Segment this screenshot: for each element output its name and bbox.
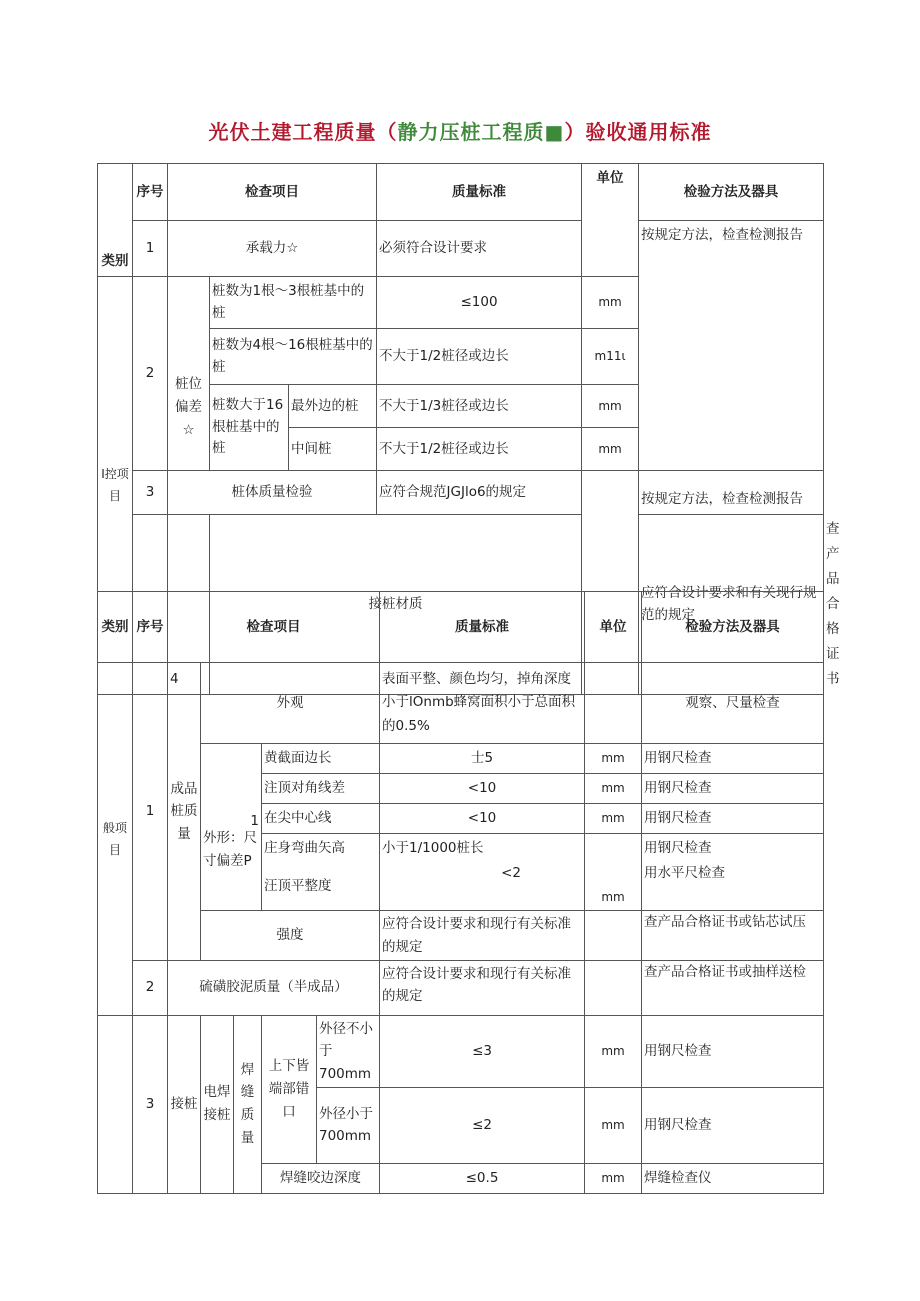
item-joint-material: 接桩材质 xyxy=(210,515,582,695)
header-category: 类别 xyxy=(98,164,133,277)
standard-diameter-lt-700: ≤2 xyxy=(380,1087,585,1163)
standard-appearance: 表面平整、颜色均匀，掉角深度小于lOnmb蜂窝面积小于总面积的0.5% xyxy=(380,663,585,744)
main-control-table: 类别 序号 检查项目 质量标准 单位 检验方法及器具 1 承载力☆ 必须符合设计要求 按规定方法，检查检测报告 I控项目 2 桩位偏差☆ 桩数为1根～3根桩基中的桩 ≤100 mm 桩数为4根～16根桩基中的桩 不大于1/2桩径或边长 m11ι 桩数大于16根桩基中的桩 最外边的桩 不大于1/3桩径或边长 mm 中间桩 不大于1/2桩径或边长 mm 3 桩体质量检验 应符合规范JGJlo6的规定 按规定方法，检查检测报告 4 接桩材质 应符合设计要求和有关现行规范的规定 查产品合格证书 xyxy=(97,163,824,695)
item-top-flatness: 汪顶平整度 xyxy=(262,863,380,911)
method-pile-quality: 按规定方法，检查检测报告 xyxy=(639,471,824,515)
method-undercut-depth: 焊缝检查仪 xyxy=(642,1163,824,1193)
item-pile-over-16: 桩数大于16根桩基中的桩 xyxy=(210,385,289,471)
sub-outermost-pile: 最外边的桩 xyxy=(289,385,377,428)
header-seq: 序号 xyxy=(133,164,168,221)
standard-joint-material: 应符合设计要求和有关现行规范的规定 xyxy=(639,515,824,695)
category-main-control: I控项目 xyxy=(98,277,133,695)
standard-diameter-ge-700: ≤3 xyxy=(380,1015,585,1087)
item-diagonal-diff: 注顶对角线差 xyxy=(262,773,380,803)
header-method: 检验方法及器具 xyxy=(642,592,824,663)
item-diameter-lt-700: 外径小于700mm xyxy=(317,1087,380,1163)
method-tip-centerline: 用钢尺检查 xyxy=(642,803,824,833)
unit-pile-1-3: mm xyxy=(582,277,639,329)
seq-3: 3 xyxy=(133,471,168,515)
standard-bending-height: 小于1/1000桩长 xyxy=(380,833,585,862)
item-sulfur-mortar: 硫磺胶泥质量（半成品） xyxy=(168,960,380,1015)
method-diameter-lt-700: 用钢尺检查 xyxy=(642,1087,824,1163)
unit-diameter-lt-700: mm xyxy=(585,1087,642,1163)
standard-middle: 不大于1/2桩径或边长 xyxy=(377,428,582,471)
header-standard: 质量标准 xyxy=(380,592,585,663)
header-category: 类别 xyxy=(98,592,133,663)
unit-section-side: mm xyxy=(585,744,642,774)
unit-outermost: mm xyxy=(582,385,639,428)
method-diameter-ge-700: 用钢尺检查 xyxy=(642,1015,824,1087)
standard-section-side: 士5 xyxy=(380,744,585,774)
standard-outermost: 不大于1/3桩径或边长 xyxy=(377,385,582,428)
weld-quality: 焊缝质量 xyxy=(234,1015,262,1193)
standard-tip-centerline: <10 xyxy=(380,803,585,833)
dim-mark: 1 xyxy=(250,812,259,829)
standard-pile-4-16: 不大于1/2桩径或边长 xyxy=(377,329,582,385)
item-pile-4-16: 桩数为4根～16根桩基中的桩 xyxy=(210,329,377,385)
method-appearance: 观察、尺量检查 xyxy=(642,663,824,744)
item-diameter-ge-700: 外径不小于700mm xyxy=(317,1015,380,1087)
seq-4: 4 xyxy=(168,515,210,695)
general-items-table xyxy=(97,591,824,1194)
seq-2: 2 xyxy=(133,277,168,471)
item-bearing-capacity: 承载力☆ xyxy=(168,221,377,277)
seq-3: 3 xyxy=(133,1015,168,1193)
unit-undercut-depth: mm xyxy=(585,1163,642,1193)
header-seq: 序号 xyxy=(133,592,168,663)
standard-diagonal-diff: <10 xyxy=(380,773,585,803)
method-top-flatness: 用水平尺检查 xyxy=(642,863,824,911)
standard-top-flatness: <2 xyxy=(380,863,585,911)
standard-pile-1-3: ≤100 xyxy=(377,277,582,329)
method-bearing: 按规定方法，检查检测报告 xyxy=(639,221,824,471)
seq-1: 1 xyxy=(133,221,168,277)
item-bending-height: 庄身弯曲矢高 xyxy=(262,833,380,862)
unit-tip-centerline: mm xyxy=(585,803,642,833)
finished-pile-quality: 成品桩质量 xyxy=(168,663,201,961)
standard-pile-quality: 应符合规范JGJlo6的规定 xyxy=(377,471,582,515)
method-section-side: 用钢尺检查 xyxy=(642,744,824,774)
method-diagonal-diff: 用钢尺检查 xyxy=(642,773,824,803)
header-unit: 单位 xyxy=(585,592,642,663)
seq-2: 2 xyxy=(133,960,168,1015)
header-method: 检验方法及器具 xyxy=(639,164,824,221)
method-strength: 查产品合格证书或钻芯试压 xyxy=(642,911,824,961)
sub-middle-pile: 中间桩 xyxy=(289,428,377,471)
category-general: 般项目 xyxy=(98,663,133,1016)
method-sulfur-mortar: 查产品合格证书或抽样送检 xyxy=(642,960,824,1015)
item-strength: 强度 xyxy=(201,911,380,961)
standard-bearing: 必须符合设计要求 xyxy=(377,221,582,277)
pile-joint: 接桩 xyxy=(168,1015,201,1193)
page-title: 光伏土建工程质量（静力压桩工程质■）验收通用标准 xyxy=(208,120,712,144)
unit-diameter-ge-700: mm xyxy=(585,1015,642,1087)
header-item: 检查项目 xyxy=(168,592,380,663)
seq-1: 1 xyxy=(133,663,168,961)
standard-sulfur-mortar: 应符合设计要求和现行有关标准的规定 xyxy=(380,960,585,1015)
item-tip-centerline: 在尖中心线 xyxy=(262,803,380,833)
unit-pile-4-16: m11ι xyxy=(582,329,639,385)
method-bending-height: 用钢尺检查 xyxy=(642,833,824,862)
header-item: 检查项目 xyxy=(168,164,377,221)
unit-diagonal-diff: mm xyxy=(585,773,642,803)
standard-undercut-depth: ≤0.5 xyxy=(380,1163,585,1193)
item-pile-quality: 桩体质量检验 xyxy=(168,471,377,515)
item-undercut-depth: 焊缝咬边深度 xyxy=(262,1163,380,1193)
header-standard: 质量标准 xyxy=(377,164,582,221)
pile-position-deviation: 桩位偏差☆ xyxy=(168,277,210,471)
shape-dimension-deviation: 1 外形：尺寸偏差P xyxy=(201,744,262,911)
item-appearance: 外观 xyxy=(201,663,380,744)
unit-middle: mm xyxy=(582,428,639,471)
standard-strength: 应符合设计要求和现行有关标准的规定 xyxy=(380,911,585,961)
unit-flatness: mm xyxy=(585,833,642,910)
item-section-side: 黄截面边长 xyxy=(262,744,380,774)
item-pile-1-3: 桩数为1根～3根桩基中的桩 xyxy=(210,277,377,329)
electric-weld-joint: 电焊接桩 xyxy=(201,1015,234,1193)
end-misalignment: 上下皆端部错口 xyxy=(262,1015,317,1163)
header-unit: 单位 xyxy=(582,164,639,277)
